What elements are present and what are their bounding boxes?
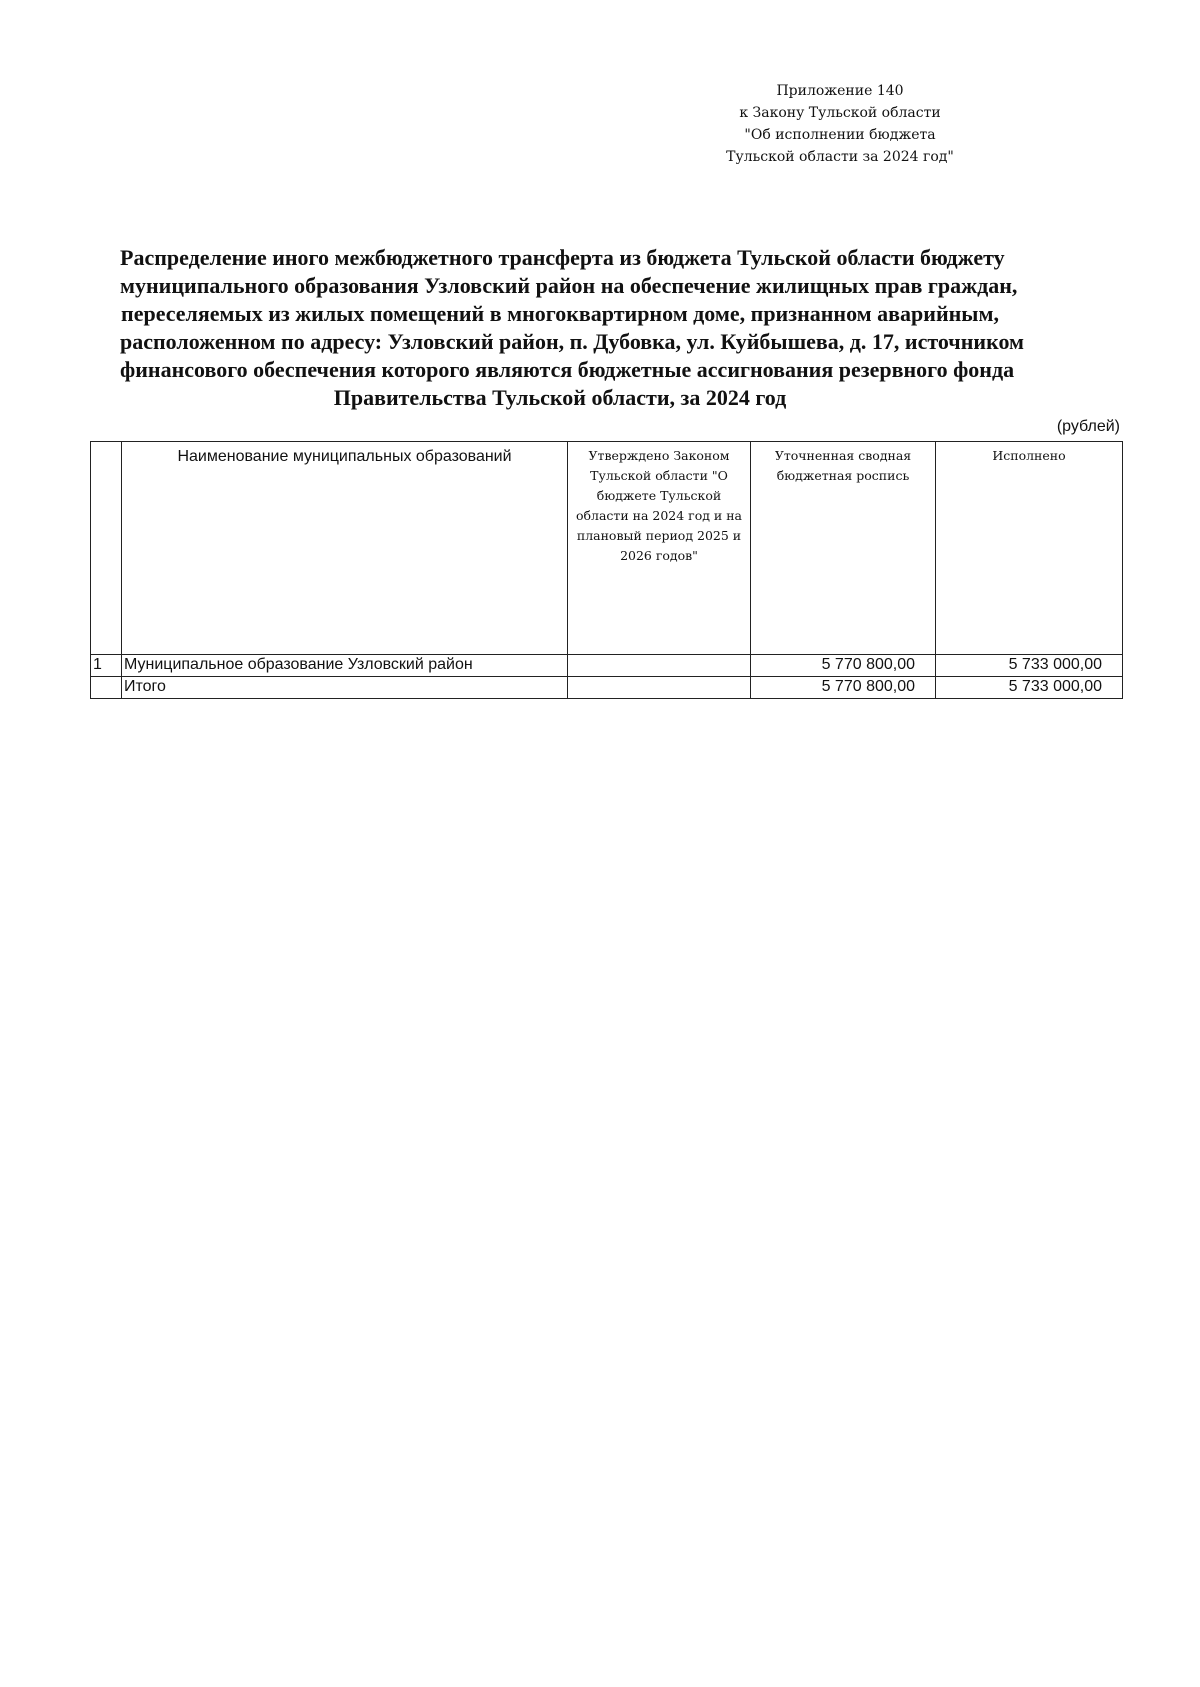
appendix-line: Тульской области за 2024 год"	[726, 149, 954, 165]
title-line: финансового обеспечения которого являются бюджетные ассигнования резервного фонда	[120, 357, 1015, 382]
row-approved	[568, 655, 751, 677]
title-line: муниципального образования Узловский район на обеспечение жилищных прав граждан,	[120, 273, 1018, 298]
row-revised: 5 770 800,00	[751, 655, 936, 677]
row-revised: 5 770 800,00	[751, 677, 936, 699]
header-approved-line: 2026 годов"	[620, 548, 698, 563]
header-revised-line: бюджетная роспись	[776, 468, 910, 483]
units-label: (рублей)	[1056, 418, 1120, 435]
title-line: Правительства Тульской области, за 2024 год	[333, 385, 787, 410]
table-row	[91, 655, 1123, 677]
row-name: Муниципальное образование Узловский район	[122, 655, 568, 677]
row-num: 1	[91, 655, 122, 677]
row-num	[91, 677, 122, 699]
row-name: Итого	[122, 677, 568, 699]
appendix-line: Приложение 140	[776, 83, 904, 99]
table-header-row	[91, 442, 1123, 655]
budget-table	[90, 441, 1123, 699]
header-approved	[568, 442, 751, 655]
header-approved-line: Утверждено Законом	[588, 448, 730, 463]
header-revised	[751, 442, 936, 655]
header-approved-line: бюджете Тульской	[596, 488, 722, 503]
header-approved-line: Тульской области "О	[590, 468, 728, 483]
row-executed: 5 733 000,00	[936, 677, 1123, 699]
appendix-line: "Об исполнении бюджета	[744, 127, 936, 143]
row-approved	[568, 677, 751, 699]
row-executed: 5 733 000,00	[936, 655, 1123, 677]
header-revised-line: Уточненная сводная	[774, 448, 912, 463]
appendix-reference	[700, 80, 980, 168]
title-line: переселяемых из жилых помещений в многоквартирном доме, признанном аварийным,	[121, 301, 999, 326]
table-total-row	[91, 677, 1123, 699]
title-line: расположенном по адресу: Узловский район, п. Дубовка, ул. Куйбышева, д. 17, источником	[120, 329, 1025, 354]
header-name: Наименование муниципальных образований	[122, 442, 568, 655]
appendix-line: к Закону Тульской области	[739, 105, 941, 121]
header-num	[91, 442, 122, 655]
header-approved-line: плановый период 2025 и	[576, 528, 742, 543]
header-approved-line: области на 2024 год и на	[575, 508, 743, 523]
title-line: Распределение иного межбюджетного трансферта из бюджета Тульской области бюджету	[120, 245, 1005, 270]
document-title	[120, 244, 1025, 412]
header-executed: Исполнено	[936, 442, 1123, 655]
